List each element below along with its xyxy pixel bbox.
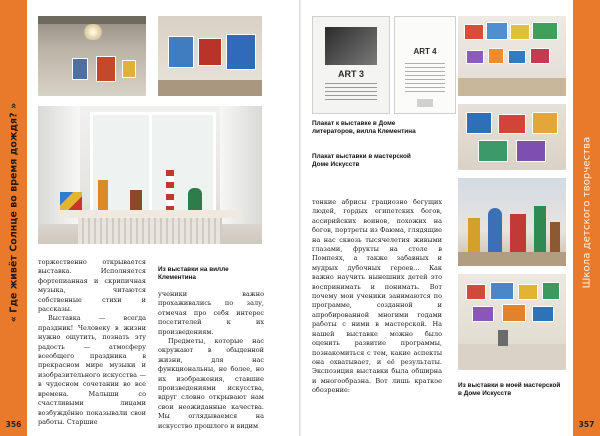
photo-window-exhibition	[38, 106, 262, 244]
sculpture-figure	[510, 214, 526, 252]
framed-artwork	[532, 306, 554, 322]
sculpture-figure	[130, 190, 142, 210]
sculpture-colorful	[60, 192, 82, 210]
chandelier-shape	[82, 24, 104, 40]
poster-image-block	[325, 27, 377, 65]
caption-studio-exhibition: Из выставки в моей мастерской в Доме Искусств	[458, 382, 561, 397]
poster-label: ART 3	[337, 69, 364, 79]
sculpture-figure	[188, 188, 202, 210]
sculpture-tower	[98, 180, 108, 210]
left-text-column-2	[158, 290, 264, 430]
book-gutter	[299, 0, 301, 436]
poster-art3	[312, 16, 390, 114]
photo-studio-sculptures	[458, 178, 566, 266]
photo-studio-wall-1	[458, 16, 566, 96]
sculpture-figure	[534, 206, 546, 252]
framed-artwork	[510, 24, 530, 40]
radiator	[78, 218, 222, 244]
shelf-shape	[458, 252, 566, 266]
left-text-column-1	[38, 258, 146, 426]
framed-artwork	[168, 36, 194, 68]
framed-artwork	[490, 282, 514, 300]
sculpture-figure	[488, 208, 502, 252]
left-running-head: « Где живёт Солнце во время дождя? »	[8, 102, 19, 322]
caption-posters-1: Плакат к выставке в Доме литераторов, вилла Клементина	[312, 120, 416, 135]
framed-artwork	[478, 140, 508, 162]
framed-artwork	[464, 24, 484, 40]
framed-artwork	[508, 50, 526, 64]
right-running-head: Школа детского творчества	[581, 136, 592, 288]
framed-artwork	[502, 304, 526, 322]
right-running-head-container	[573, 12, 600, 412]
poster-art4	[394, 16, 456, 114]
framed-artwork	[198, 38, 222, 66]
paragraph: ученики важно прохаживались по залу, отмечая про себя интерес посетителей к их произведениям.	[158, 290, 264, 336]
photo-studio-wall-2	[458, 104, 566, 170]
framed-artwork	[486, 22, 508, 40]
framed-artwork	[532, 22, 558, 40]
caption-posters-2: Плакат выставки в мастерской Доме Искусств	[312, 153, 411, 168]
framed-artwork	[488, 48, 504, 64]
right-page-number: 357	[578, 420, 595, 429]
right-side-strip	[573, 0, 600, 436]
framed-artwork	[518, 284, 538, 300]
windowsill-shelf	[58, 210, 242, 218]
paragraph: Выставка — всегда праздник! Человеку в жизни нужно ощутить, познать эту радость — атмосферу всеобщего праздника в прекрасном мире музыки и изобразительного искусства — в чудесном сочетании во все времена. Малыши со счастливыми лицами возбуждённо показывали свои работы. Старшие	[38, 314, 146, 426]
framed-artwork	[72, 58, 88, 80]
photo-studio-room	[458, 274, 566, 370]
sculpture-lighthouse	[166, 170, 174, 210]
sculpture-figure	[468, 218, 480, 252]
caption-window-exhibition: Из выставки на вилле Клементина	[158, 266, 229, 281]
framed-artwork	[226, 34, 256, 70]
paragraph: тонкие абрисы грациозно бегущих людей, гордых египетских богов, ассирийских воинов, похожих на богов, портреты из Фаюма, глядящие на нас сквозь тысячелетия живыми глазами, фрукты на столе в Помпеях, а также забавных и мудрых дубочных героев... Как важно научить нынешних детей это воспринимать и понимать. Вот почему мои ученики занимаются по программе, созданной и апробированной многими годами работы с ними в мастерской. На нашей выставке можно было оценить развитие программы, познакомиться с тем, какие аспекты она охватывает, и её результаты. Экспозиция выставки была обширна и многообразна. Вот лишь краткое обозрение:	[312, 198, 442, 395]
curtain-right	[220, 106, 262, 224]
framed-artwork	[96, 56, 116, 82]
left-side-strip	[0, 0, 27, 436]
framed-artwork	[542, 282, 560, 300]
table-shape	[458, 344, 566, 370]
left-page-number: 356	[5, 420, 22, 429]
window-mullion	[149, 112, 152, 212]
poster-label: ART 4	[413, 47, 437, 56]
framed-artwork	[530, 48, 550, 64]
sculpture-figure	[550, 222, 560, 252]
left-running-head-container	[0, 12, 27, 412]
framed-artwork	[122, 60, 136, 78]
framed-artwork	[472, 306, 494, 322]
framed-artwork	[466, 112, 492, 134]
framed-artwork	[516, 140, 546, 162]
poster-text-lines	[405, 63, 445, 93]
right-text-column	[312, 198, 442, 424]
paragraph: торжественно открывается выставка. Исполняется фортепианная и скрипичная музыка, читаются собственные стихи и рассказы.	[38, 258, 146, 314]
photo-villa-hall	[38, 16, 146, 96]
framed-artwork	[532, 112, 558, 134]
sculpture-figure	[498, 330, 508, 346]
framed-artwork	[466, 284, 486, 300]
ceiling-molding	[38, 16, 146, 24]
photo-villa-gallery	[158, 16, 262, 96]
paragraph: Предметы, которые нас окружают в обыденной жизни, для нас функциональны, не более, но их изображения, ставшие произведениями искусства, вдруг словно открывают нам свои неожиданные качества. Мы оглядываемся на искусство прошлого и видим	[158, 337, 264, 430]
poster-logo	[417, 99, 433, 107]
poster-text-lines	[325, 83, 377, 103]
floor-shape	[158, 80, 262, 96]
table-shape	[458, 78, 566, 96]
framed-artwork	[498, 114, 526, 134]
framed-artwork	[466, 50, 484, 64]
